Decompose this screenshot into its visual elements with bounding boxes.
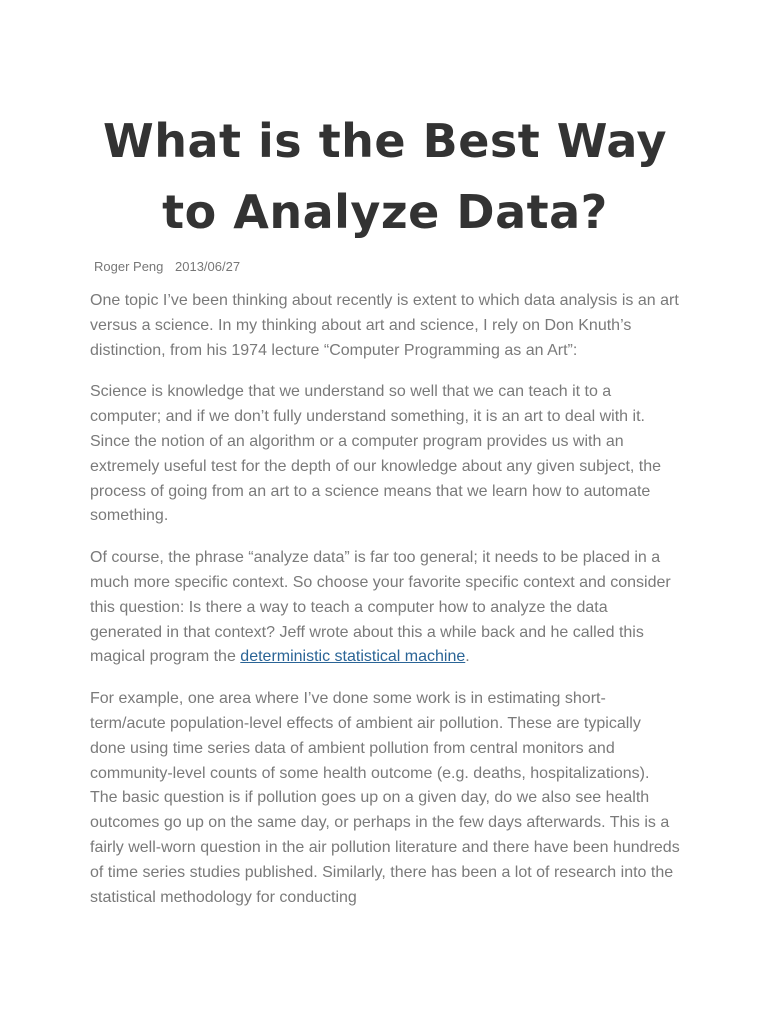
article bbox=[90, 106, 680, 910]
paragraph-text: Of course, the phrase “analyze data” is far too general; it needs to be placed in a much more specific context. So choose your favorite specific context and consider this question: Is there a way to teach a computer how to analyze the data generated in that context? Jeff wrote about this a while back and he called this magical program the bbox=[90, 549, 671, 666]
article-quote-paragraph: Science is knowledge that we understand so well that we can teach it to a computer; and if we don’t fully understand something, it is an art to deal with it. Since the notion of an algorithm or a computer program provides us with an extremely useful test for the depth of our knowledge about any given subject, the process of going from an art to a science means that we learn how to automate something. bbox=[90, 383, 662, 525]
article-title: What is the Best Way to Analyze Data? bbox=[103, 114, 667, 239]
article-paragraph: One topic I’ve been thinking about recently is extent to which data analysis is an art versus a science. In my thinking about art and science, I rely on Don Knuth’s distinction, from his 1974 lecture “Computer Programming as an Art”: bbox=[90, 292, 679, 359]
publish-date: 2013/06/27 bbox=[175, 259, 241, 274]
article-paragraph bbox=[90, 546, 680, 670]
author-name: Roger Peng bbox=[94, 259, 164, 274]
deterministic-statistical-machine-link[interactable]: deterministic statistical machine bbox=[240, 648, 466, 666]
paragraph-text: . bbox=[465, 648, 470, 666]
article-paragraph: For example, one area where I’ve done some work is in estimating short-term/acute population-level effects of ambient air pollution. These are typically done using time series data of ambient pollution from central monitors and community-level counts of some health outcome (e.g. deaths, hospitalizations). The basic question is if pollution goes up on a given day, do we also see health outcomes go up on the same day, or perhaps in the few days afterwards. This is a fairly well-worn question in the air pollution literature and there have been hundreds of time series studies published. Similarly, there has been a lot of research into the statistical methodology for conducting bbox=[90, 690, 680, 906]
article-meta bbox=[94, 258, 680, 276]
